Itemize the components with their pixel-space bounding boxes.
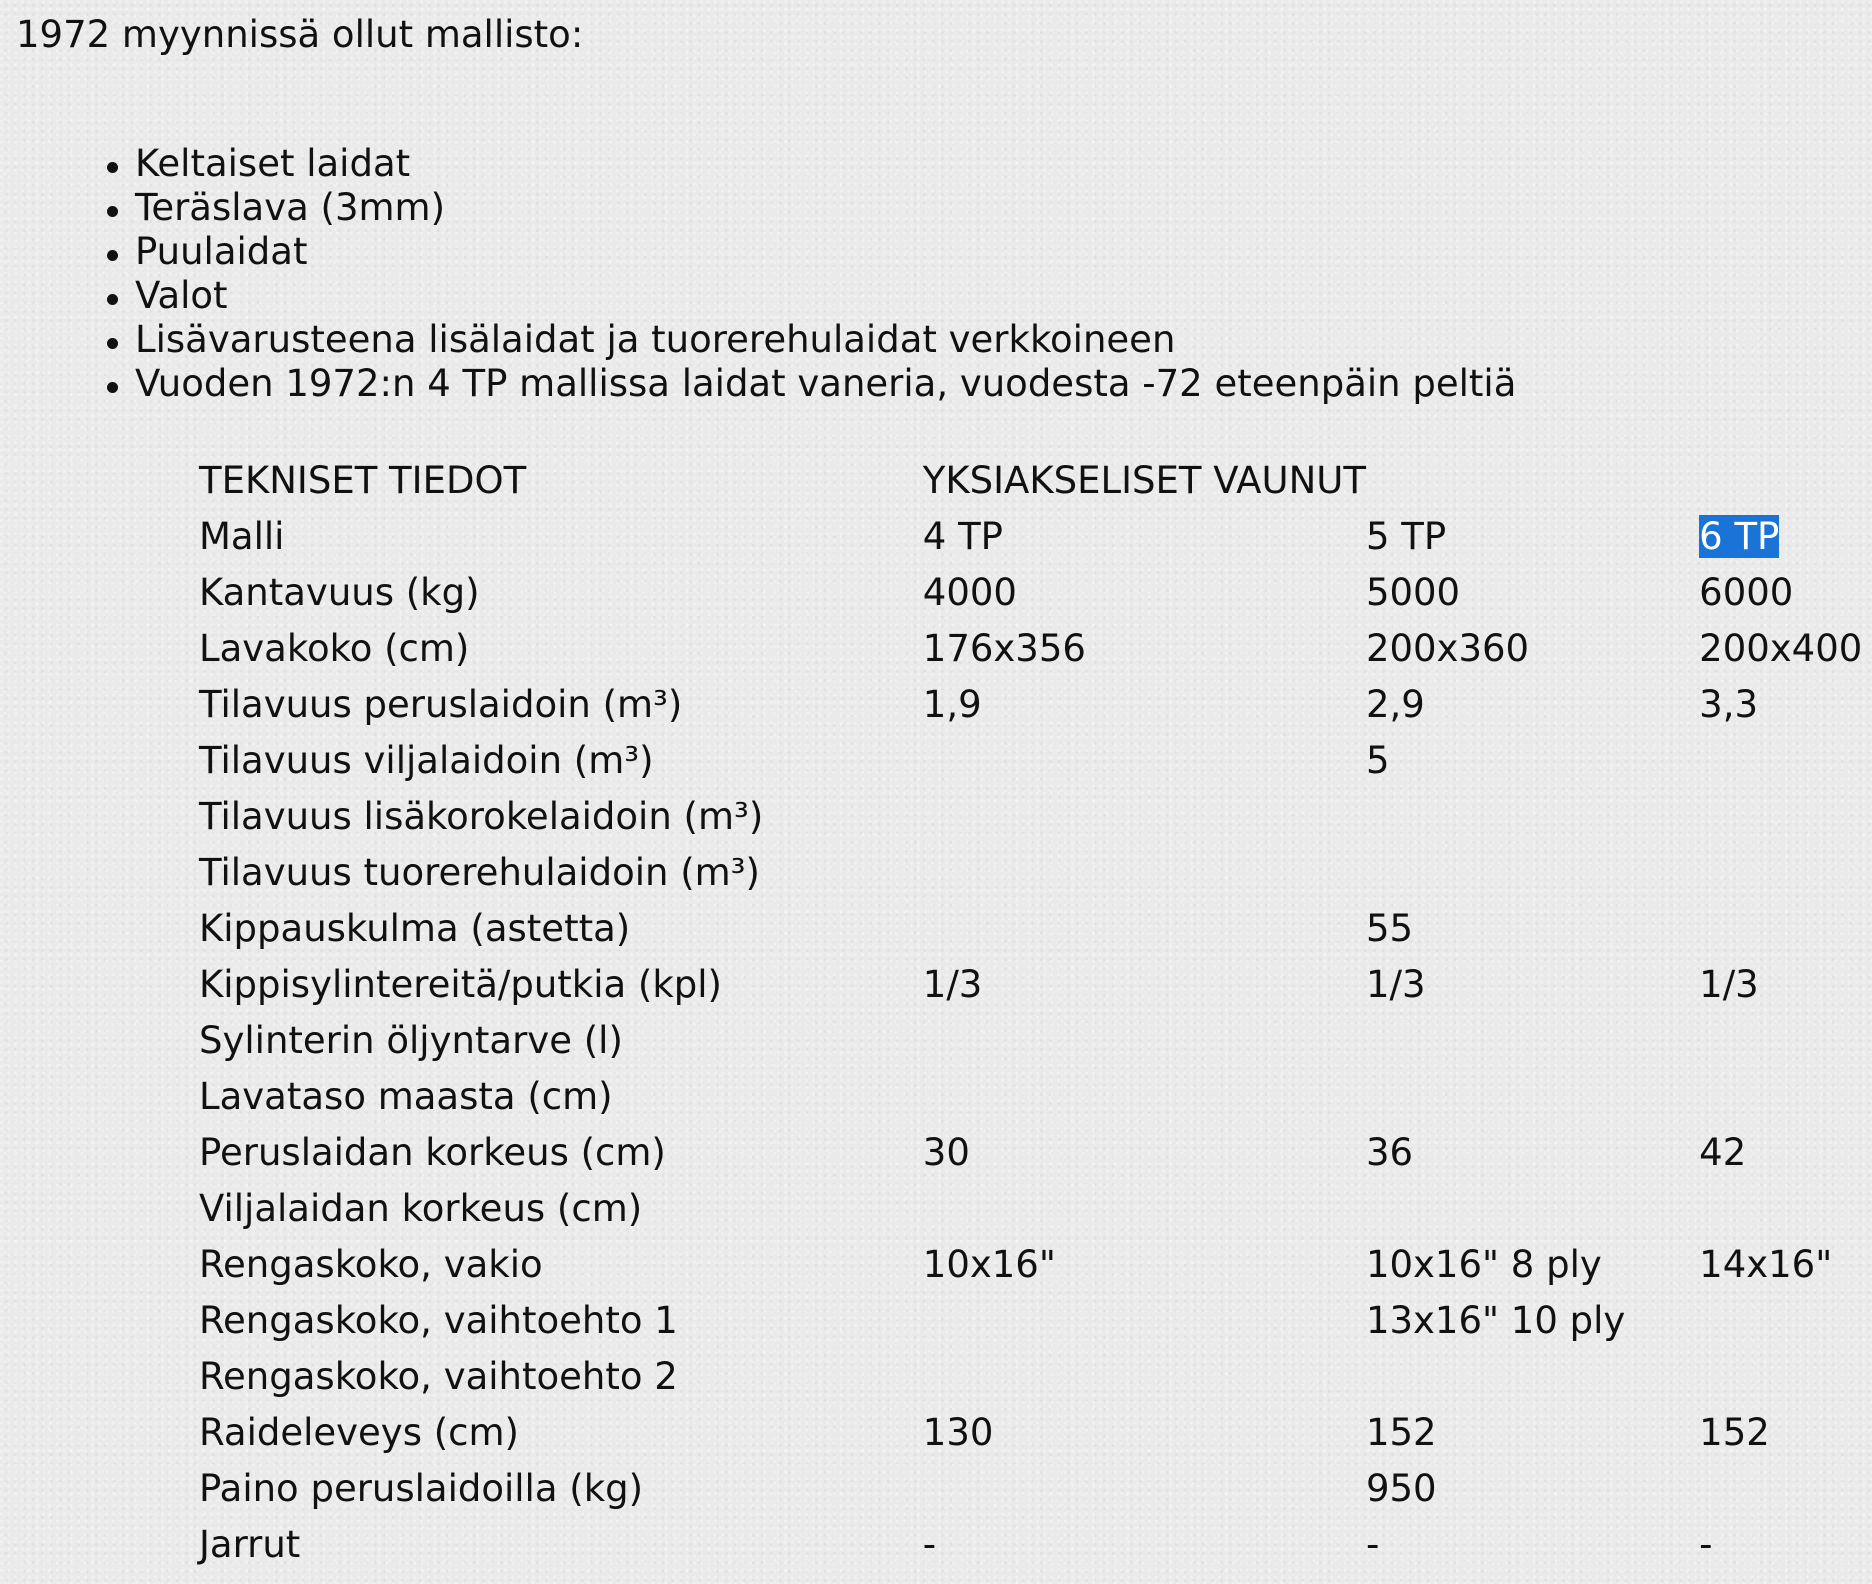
- spec-value-cell: [1699, 1461, 1872, 1517]
- spec-label-cell: Tilavuus viljalaidoin (m³): [199, 739, 654, 782]
- spec-value-cell: [1699, 1013, 1872, 1069]
- spec-label-cell: Rengaskoko, vaihtoehto 1: [199, 1299, 678, 1342]
- spec-value-cell: [1366, 1181, 1699, 1237]
- spec-label-cell: Lavakoko (cm): [199, 627, 470, 670]
- spec-label-cell: Lavataso maasta (cm): [199, 1075, 613, 1118]
- spec-header-row: [199, 453, 1872, 509]
- feature-item: Puulaidat: [84, 230, 1516, 274]
- spec-label-cell: Viljalaidan korkeus (cm): [199, 1187, 643, 1230]
- spec-row: [199, 565, 1872, 621]
- spec-value-cell: 1/3: [1699, 963, 1759, 1006]
- spec-value-cell: [923, 733, 1366, 789]
- spec-label-cell: Rengaskoko, vakio: [199, 1243, 543, 1286]
- spec-row: [199, 1461, 1872, 1517]
- spec-row: [199, 677, 1872, 733]
- feature-item: Keltaiset laidat: [84, 142, 1516, 186]
- intro-heading: 1972 myynnissä ollut mallisto:: [16, 13, 584, 56]
- spec-row: [199, 1181, 1872, 1237]
- spec-row: [199, 621, 1872, 677]
- spec-label-cell: Paino peruslaidoilla (kg): [199, 1467, 644, 1510]
- spec-value-cell: [923, 1461, 1366, 1517]
- spec-label-cell: Kippisylintereitä/putkia (kpl): [199, 963, 722, 1006]
- spec-value-cell: 1/3: [1365, 963, 1426, 1006]
- feature-item: Valot: [84, 274, 1516, 318]
- feature-item: Teräslava (3mm): [84, 186, 1516, 230]
- spec-value-cell: [1699, 901, 1872, 957]
- spec-value-cell: [1366, 845, 1699, 901]
- spec-value-cell: 36: [1365, 1131, 1414, 1174]
- spec-row: [199, 509, 1872, 565]
- spec-value-cell: [1699, 1349, 1872, 1405]
- spec-label-cell: Kantavuus (kg): [199, 571, 480, 614]
- spec-value-cell: [1699, 845, 1872, 901]
- spec-value-cell: [1699, 1181, 1872, 1237]
- spec-value-cell: 14x16": [1699, 1243, 1833, 1286]
- spec-value-cell: [1366, 1013, 1699, 1069]
- spec-row: [199, 1237, 1872, 1293]
- spec-value-cell: 6000: [1699, 571, 1794, 614]
- spec-header-cell: [1366, 453, 1699, 509]
- spec-row: [199, 1405, 1872, 1461]
- feature-list: [84, 142, 1516, 406]
- spec-value-cell: [923, 1069, 1366, 1125]
- spec-value-cell: 152: [1365, 1411, 1437, 1454]
- spec-row: [199, 1349, 1872, 1405]
- spec-row: [199, 1125, 1872, 1181]
- spec-label-cell: Sylinterin öljyntarve (l): [199, 1019, 623, 1062]
- spec-value-cell: 3,3: [1699, 683, 1758, 726]
- spec-value-cell: 5: [1365, 739, 1390, 782]
- spec-value-cell: [923, 901, 1366, 957]
- spec-value-cell: 4 TP: [922, 515, 1003, 558]
- spec-value-cell: [923, 1181, 1366, 1237]
- spec-value-cell: 1,9: [922, 683, 982, 726]
- spec-value-cell: 13x16" 10 ply: [1365, 1299, 1626, 1342]
- feature-item: Lisävarusteena lisälaidat ja tuorerehulaidat verkkoineen: [84, 318, 1516, 362]
- spec-value-cell: -: [922, 1523, 937, 1566]
- spec-label-cell: Tilavuus peruslaidoin (m³): [199, 683, 683, 726]
- spec-value-cell: 10x16": [922, 1243, 1056, 1286]
- spec-header-cell: TEKNISET TIEDOT: [199, 459, 527, 502]
- spec-value-cell: [923, 1013, 1366, 1069]
- spec-value-cell: [923, 789, 1366, 845]
- spec-value-cell: 200x400: [1699, 627, 1863, 670]
- spec-value-cell: 130: [922, 1411, 994, 1454]
- spec-value-cell: [923, 1349, 1366, 1405]
- spec-row: [199, 957, 1872, 1013]
- spec-row: [199, 845, 1872, 901]
- spec-label-cell: Peruslaidan korkeus (cm): [199, 1131, 666, 1174]
- spec-row: [199, 733, 1872, 789]
- spec-value-cell: [1366, 789, 1699, 845]
- spec-table: [199, 453, 1872, 1573]
- spec-value-cell: 950: [1365, 1467, 1437, 1510]
- spec-value-cell: 200x360: [1365, 627, 1530, 670]
- spec-value-cell: [1699, 733, 1872, 789]
- spec-label-cell: Raideleveys (cm): [199, 1411, 519, 1454]
- spec-value-cell: 42: [1699, 1131, 1747, 1174]
- spec-value-cell: [1699, 1069, 1872, 1125]
- spec-value-cell: 5000: [1365, 571, 1461, 614]
- spec-value-cell: [923, 1293, 1366, 1349]
- spec-value-cell: [1699, 1293, 1872, 1349]
- spec-label-cell: Malli: [199, 515, 285, 558]
- spec-value-cell: [1366, 1069, 1699, 1125]
- spec-value-cell: 152: [1699, 1411, 1770, 1454]
- spec-header-cell: YKSIAKSELISET VAUNUT: [922, 459, 1366, 502]
- spec-value-cell: 2,9: [1365, 683, 1425, 726]
- spec-label-cell: Rengaskoko, vaihtoehto 2: [199, 1355, 678, 1398]
- spec-value-cell: [1699, 509, 1872, 565]
- spec-row: [199, 1013, 1872, 1069]
- feature-item: Vuoden 1972:n 4 TP mallissa laidat vaneria, vuodesta -72 eteenpäin peltiä: [84, 362, 1516, 406]
- spec-value-cell: 30: [922, 1131, 970, 1174]
- spec-value-cell: 1/3: [922, 963, 983, 1006]
- spec-label-cell: Kippauskulma (astetta): [199, 907, 631, 950]
- spec-value-cell: [1699, 789, 1872, 845]
- spec-value-cell: [923, 845, 1366, 901]
- spec-value-cell: 176x356: [922, 627, 1086, 670]
- spec-row: [199, 789, 1872, 845]
- spec-value-cell: 5 TP: [1365, 515, 1447, 558]
- spec-value-cell: [1366, 1349, 1699, 1405]
- spec-value-cell: 4000: [922, 571, 1017, 614]
- selected-text[interactable]: 6 TP: [1699, 515, 1780, 558]
- spec-row: [199, 901, 1872, 957]
- spec-value-cell: -: [1365, 1523, 1380, 1566]
- spec-label-cell: Jarrut: [199, 1523, 301, 1566]
- spec-value-cell: 10x16" 8 ply: [1365, 1243, 1602, 1286]
- spec-row: [199, 1069, 1872, 1125]
- spec-header-cell: [1699, 453, 1872, 509]
- spec-row: [199, 1517, 1872, 1573]
- spec-row: [199, 1293, 1872, 1349]
- spec-label-cell: Tilavuus lisäkorokelaidoin (m³): [199, 795, 764, 838]
- spec-label-cell: Tilavuus tuorerehulaidoin (m³): [199, 851, 760, 894]
- spec-value-cell: 55: [1365, 907, 1414, 950]
- spec-value-cell: -: [1699, 1523, 1713, 1566]
